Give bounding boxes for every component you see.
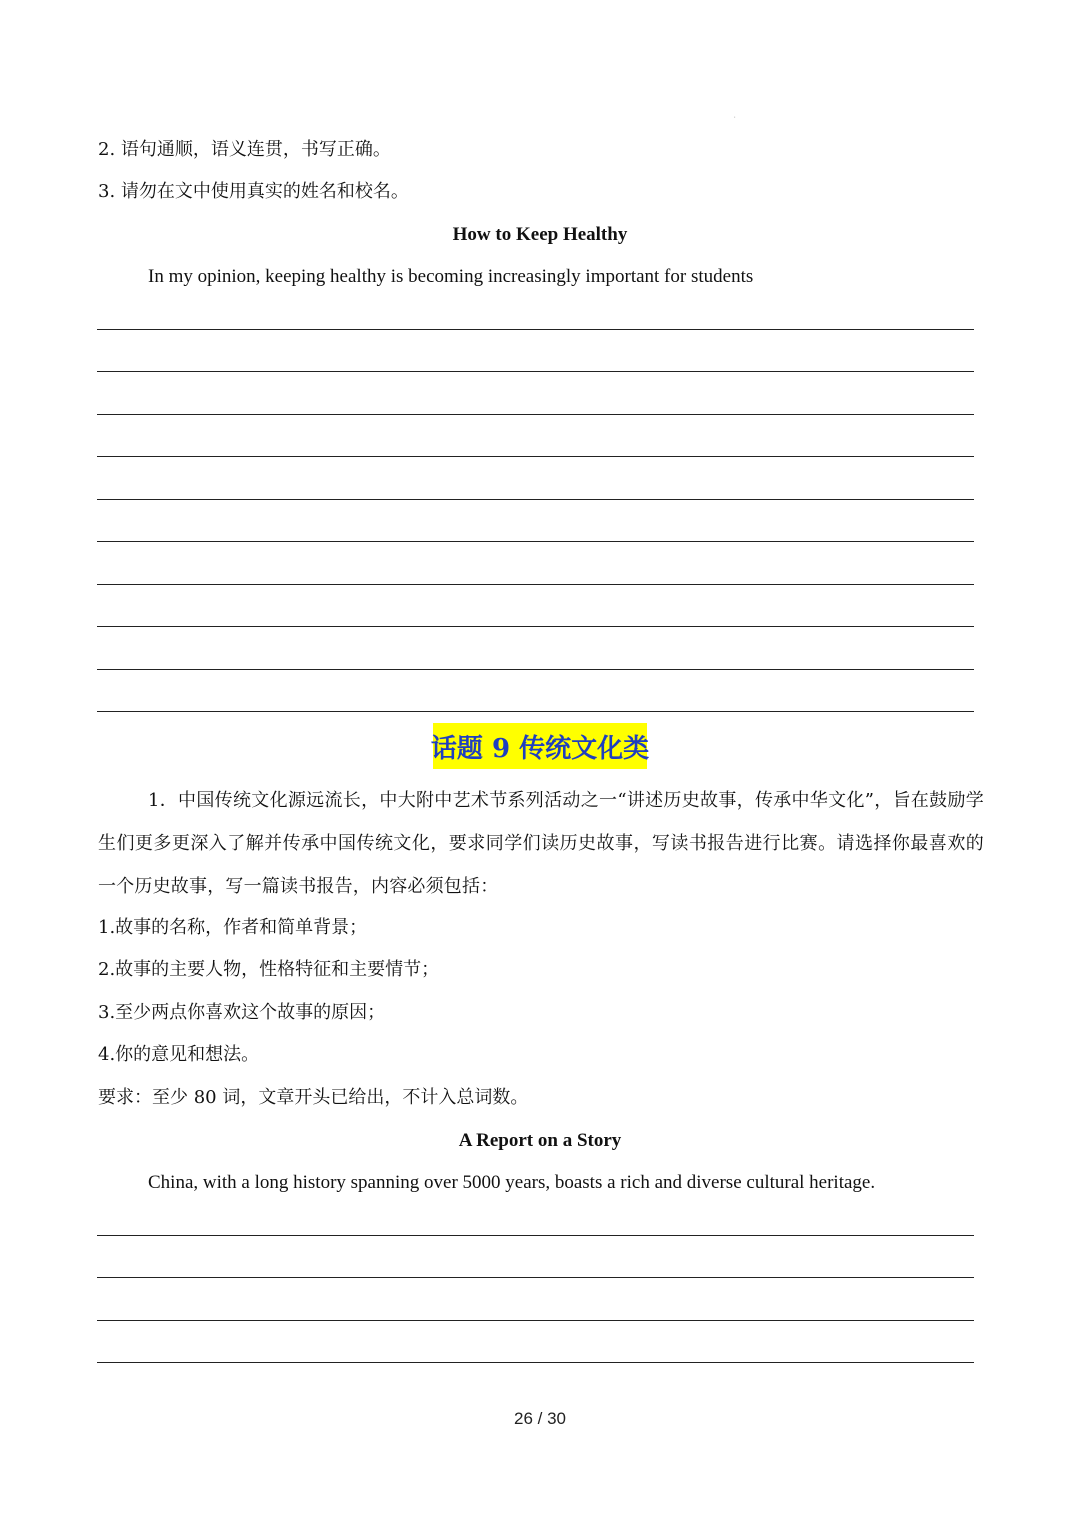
writing-line [97, 371, 974, 372]
writing-line [97, 414, 974, 415]
requirement-line-3: 3. 请勿在文中使用真实的姓名和校名。 [98, 181, 409, 202]
writing-line [97, 584, 974, 585]
writing-line [97, 1277, 974, 1278]
header-mark: ˌ [734, 112, 736, 119]
essay2-opening: China, with a long history spanning over 5000 years, boasts a rich and diverse cultural heritage. [148, 1172, 876, 1193]
writing-line [97, 1235, 974, 1236]
essay2-title: A Report on a Story [458, 1130, 622, 1151]
task-point-1: 1.故事的名称，作者和简单背景； [98, 917, 368, 938]
writing-line [97, 499, 974, 500]
writing-line [97, 541, 974, 542]
writing-line [97, 1362, 974, 1363]
writing-line [97, 669, 974, 670]
writing-line [97, 456, 974, 457]
task-intro: 1．中国传统文化源远流长，中大附中艺术节系列活动之一“讲述历史故事，传承中华文化”，旨在鼓励学生们更多更深入了解并传承中国传统文化，要求同学们读历史故事，写读书报告进行比赛。请选择你最喜欢的一个历史故事，写一篇读书报告，内容必须包括： [98, 790, 984, 897]
writing-line [97, 626, 974, 627]
task-point-4: 4.你的意见和想法。 [98, 1044, 260, 1065]
writing-line [97, 329, 974, 330]
writing-line [97, 1320, 974, 1321]
task-point-2: 2.故事的主要人物，性格特征和主要情节； [98, 959, 440, 980]
essay1-title: How to Keep Healthy [452, 224, 628, 245]
requirement-line-2: 2. 语句通顺，语义连贯，书写正确。 [98, 139, 391, 160]
task-requirement: 要求：至少 80 词，文章开头已给出，不计入总词数。 [98, 1087, 529, 1108]
page-number: 26 / 30 [514, 1409, 566, 1428]
writing-line [97, 711, 974, 712]
essay1-opening: In my opinion, keeping healthy is becoming increasingly important for students [148, 266, 754, 287]
topic-heading: 话题 9 传统文化类 [433, 723, 647, 769]
task-point-3: 3.至少两点你喜欢这个故事的原因； [98, 1002, 386, 1023]
